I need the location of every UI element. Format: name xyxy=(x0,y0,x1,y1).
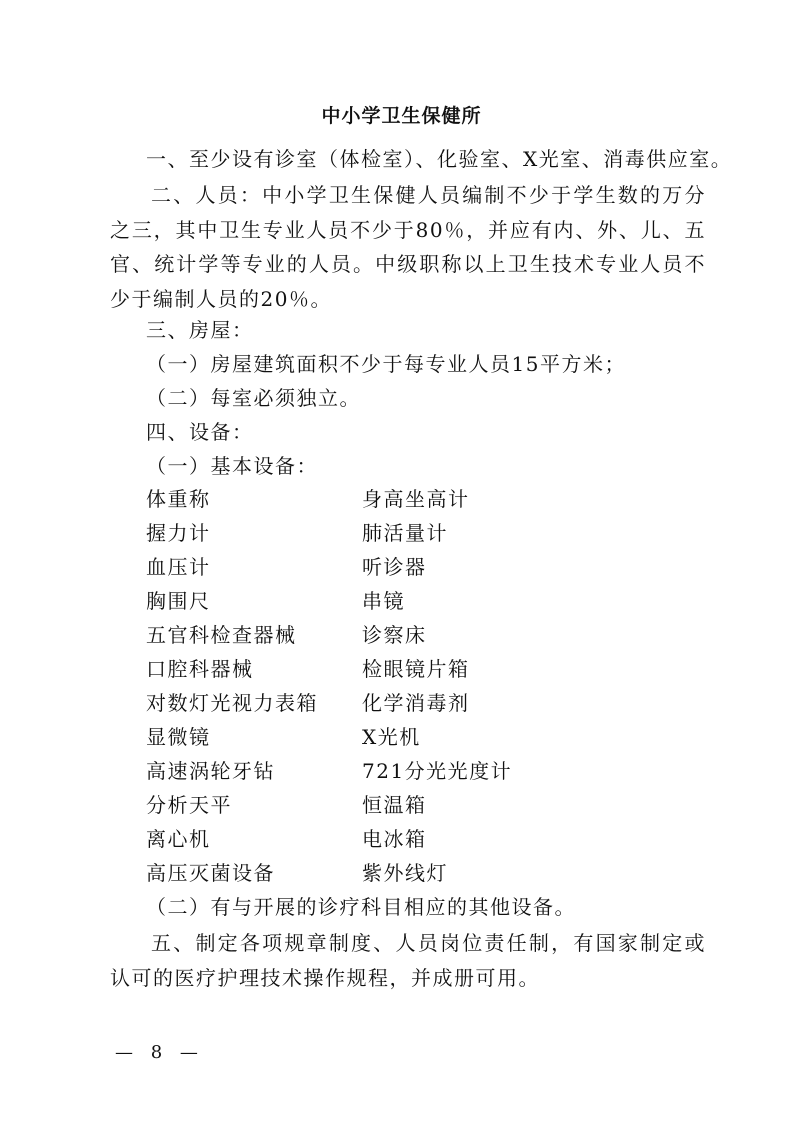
document-title: 中小学卫生保健所 xyxy=(321,105,482,127)
equipment-item: 离心机 xyxy=(146,827,211,851)
equipment-item: 肺活量计 xyxy=(362,521,448,545)
item-2-paragraph: 二、人员：中小学卫生保健人员编制不少于学生数的万分之三，其中卫生专业人员不少于80％，并应有内、外、儿、五官、统计学等专业的人员。中级职称以上卫生技术专业人员不少于编制人员的20％。 xyxy=(110,183,706,311)
item-4-sub-1: （一）基本设备： xyxy=(146,454,318,478)
equipment-item: 高压灭菌设备 xyxy=(146,861,275,885)
item-3-heading: 三、房屋： xyxy=(146,318,254,342)
equipment-item: 721分光光度计 xyxy=(362,759,513,783)
page-number: — 8 — xyxy=(115,1042,204,1063)
equipment-item: 电冰箱 xyxy=(362,827,427,851)
equipment-item: 显微镜 xyxy=(146,725,211,749)
item-3-sub-2: （二）每室必须独立。 xyxy=(146,386,361,410)
equipment-item: 血压计 xyxy=(146,555,211,579)
equipment-item: X光机 xyxy=(362,725,421,749)
equipment-item: 恒温箱 xyxy=(362,793,427,817)
equipment-item: 体重称 xyxy=(146,487,211,511)
equipment-item: 高速涡轮牙钻 xyxy=(146,759,275,783)
equipment-item: 听诊器 xyxy=(362,555,427,579)
item-1-text: 一、至少设有诊室（体检室）、化验室、X光室、消毒供应室。 xyxy=(146,147,733,171)
equipment-item: 检眼镜片箱 xyxy=(362,657,470,681)
equipment-item: 身高坐高计 xyxy=(362,487,470,511)
equipment-item: 口腔科器械 xyxy=(146,657,254,681)
equipment-item: 串镜 xyxy=(362,589,405,613)
equipment-item: 五官科检查器械 xyxy=(146,623,297,647)
item-3-sub-1: （一）房屋建筑面积不少于每专业人员15平方米； xyxy=(146,352,626,376)
item-4-sub-2: （二）有与开展的诊疗科目相应的其他设备。 xyxy=(146,895,576,919)
equipment-item: 分析天平 xyxy=(146,793,232,817)
item-5-paragraph: 五、制定各项规章制度、人员岗位责任制，有国家制定或认可的医疗护理技术操作规程，并成册可用。 xyxy=(110,931,706,990)
item-4-heading: 四、设备： xyxy=(146,420,254,444)
equipment-item: 诊察床 xyxy=(362,623,427,647)
equipment-item: 握力计 xyxy=(146,521,211,545)
equipment-item: 对数灯光视力表箱 xyxy=(146,691,318,715)
equipment-item: 胸围尺 xyxy=(146,589,211,613)
equipment-item: 紫外线灯 xyxy=(362,861,448,885)
equipment-item: 化学消毒剂 xyxy=(362,691,470,715)
